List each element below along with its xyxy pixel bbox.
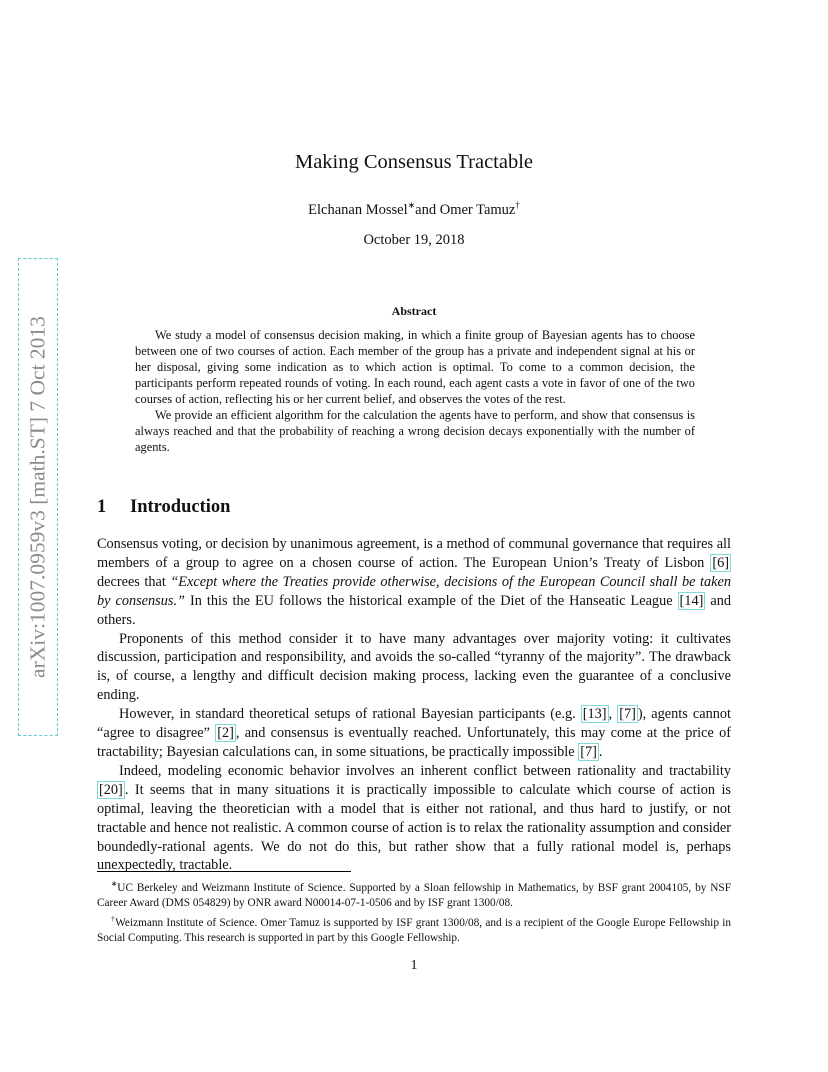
footnote-rule (97, 871, 351, 872)
footnote-mark-2[interactable]: † (515, 200, 520, 210)
author-1: Elchanan Mossel (308, 201, 408, 218)
footnote (97, 911, 731, 946)
intro-paragraph (97, 535, 731, 630)
authors (0, 200, 828, 219)
page-number: 1 (410, 958, 418, 973)
citation-link[interactable]: [20] (99, 781, 123, 798)
intro-paragraph (97, 705, 731, 762)
text-run: . (598, 743, 603, 760)
text-run: In this the EU follows the historical example of the Diet of the Hanseatic League (184, 592, 678, 609)
text-run: and others. (97, 592, 731, 628)
abstract-paragraph: We study a model of consensus decision making, in which a finite group of Bayesian agents has to choose between one of two courses of action. Each member of the group has a private and independent signal at his or her disposal, giving some indication as to which action is optimal. To come to a common decision, the participants perform repeated rounds of voting. In each round, each agent casts a vote in favor of one of the two courses of action, reflecting his or her current belief, and observes the votes of the rest. (135, 328, 695, 406)
citation-link[interactable]: [7] (580, 743, 597, 760)
abstract-heading: Abstract (391, 304, 437, 318)
paper-date: October 19, 2018 (363, 232, 465, 248)
text-run: ), agents cannot “agree to disagree” (97, 706, 731, 742)
abstract-paragraph: We provide an efficient algorithm for the calculation the agents have to perform, and show that consensus is always reached and that the probability of reaching a wrong decision decays exponentially with the number of agents. (135, 408, 695, 454)
section-number: 1 (97, 497, 107, 517)
citation-link[interactable]: [2] (217, 725, 234, 742)
treaty-quote: “Except where the Treaties provide otherwise, decisions of the European Council shall be taken by consensus.” (97, 573, 731, 609)
section-heading (97, 497, 230, 518)
footnote-text: Weizmann Institute of Science. Omer Tamuz is supported by ISF grant 1300/08, and is a recipient of the Google Europe Fellowship in Social Computing. This research is supported in part by this Google Fellowship. (97, 916, 731, 944)
section-title: Introduction (130, 497, 231, 517)
intro-body (97, 535, 731, 875)
arxiv-id: arXiv:1007.0959v3 [math.ST] 7 Oct 2013 (25, 316, 50, 678)
arxiv-stamp (18, 258, 58, 736)
text-run: Consensus voting, or decision by unanimous agreement, is a method of communal governance that requires all members of a group to agree on a chosen course of action. The European Union’s Treaty of Lisbon (97, 536, 731, 571)
text-run: . It seems that in many situations it is practically impossible to calculate which course of action is optimal, leaving the theoretician with a model that is either not rational, and thus hard to justify, or not tractable and hence not realistic. A common course of action is to relax the rationality assumption and consider boundedly-rational agents. We do not do this, but rather show that a fully rational model is, perhaps unexpectedly, tractable. (97, 781, 731, 874)
text-run: Indeed, modeling economic behavior involves an inherent conflict between rationality and tractability (119, 762, 731, 779)
intro-paragraph (97, 762, 731, 875)
text-run: , and consensus is eventually reached. Unfortunately, this may come at the price of tractability; Bayesian calculations can, in some situations, be practically impossible (97, 725, 731, 760)
footnote-mark-1[interactable]: ∗ (407, 200, 416, 210)
citation-link[interactable]: [7] (619, 706, 636, 723)
intro-paragraph: Proponents of this method consider it to have many advantages over majority voting: it cultivates discussion, participation and responsibility, and avoids the so-called “tyranny of the majority”. The drawback is, of course, a lengthy and difficult decision making process, lacking even the guarantee of a conclusive ending. (97, 630, 731, 704)
footnote (97, 876, 731, 911)
footnotes (97, 876, 731, 946)
citation-link[interactable]: [13] (582, 706, 607, 723)
paper-title: Making Consensus Tractable (294, 151, 534, 173)
text-run: , (608, 706, 618, 723)
citation-link[interactable]: [6] (712, 554, 729, 571)
footnote-marker: ∗ (111, 879, 118, 888)
footnote-marker: † (111, 913, 116, 923)
footnote-text: UC Berkeley and Weizmann Institute of Science. Supported by a Sloan fellowship in Mathematics, by BSF grant 2004105, by NSF Career Award (DMS 054829) by ONR award N00014-07-1-0506 and by ISF grant 1300/08. (97, 881, 731, 909)
author-2: and Omer Tamuz (415, 201, 516, 218)
abstract (135, 327, 695, 455)
text-run: However, in standard theoretical setups of rational Bayesian participants (e.g. (119, 706, 581, 723)
text-run: decrees that (97, 573, 171, 590)
citation-link[interactable]: [14] (679, 592, 704, 609)
